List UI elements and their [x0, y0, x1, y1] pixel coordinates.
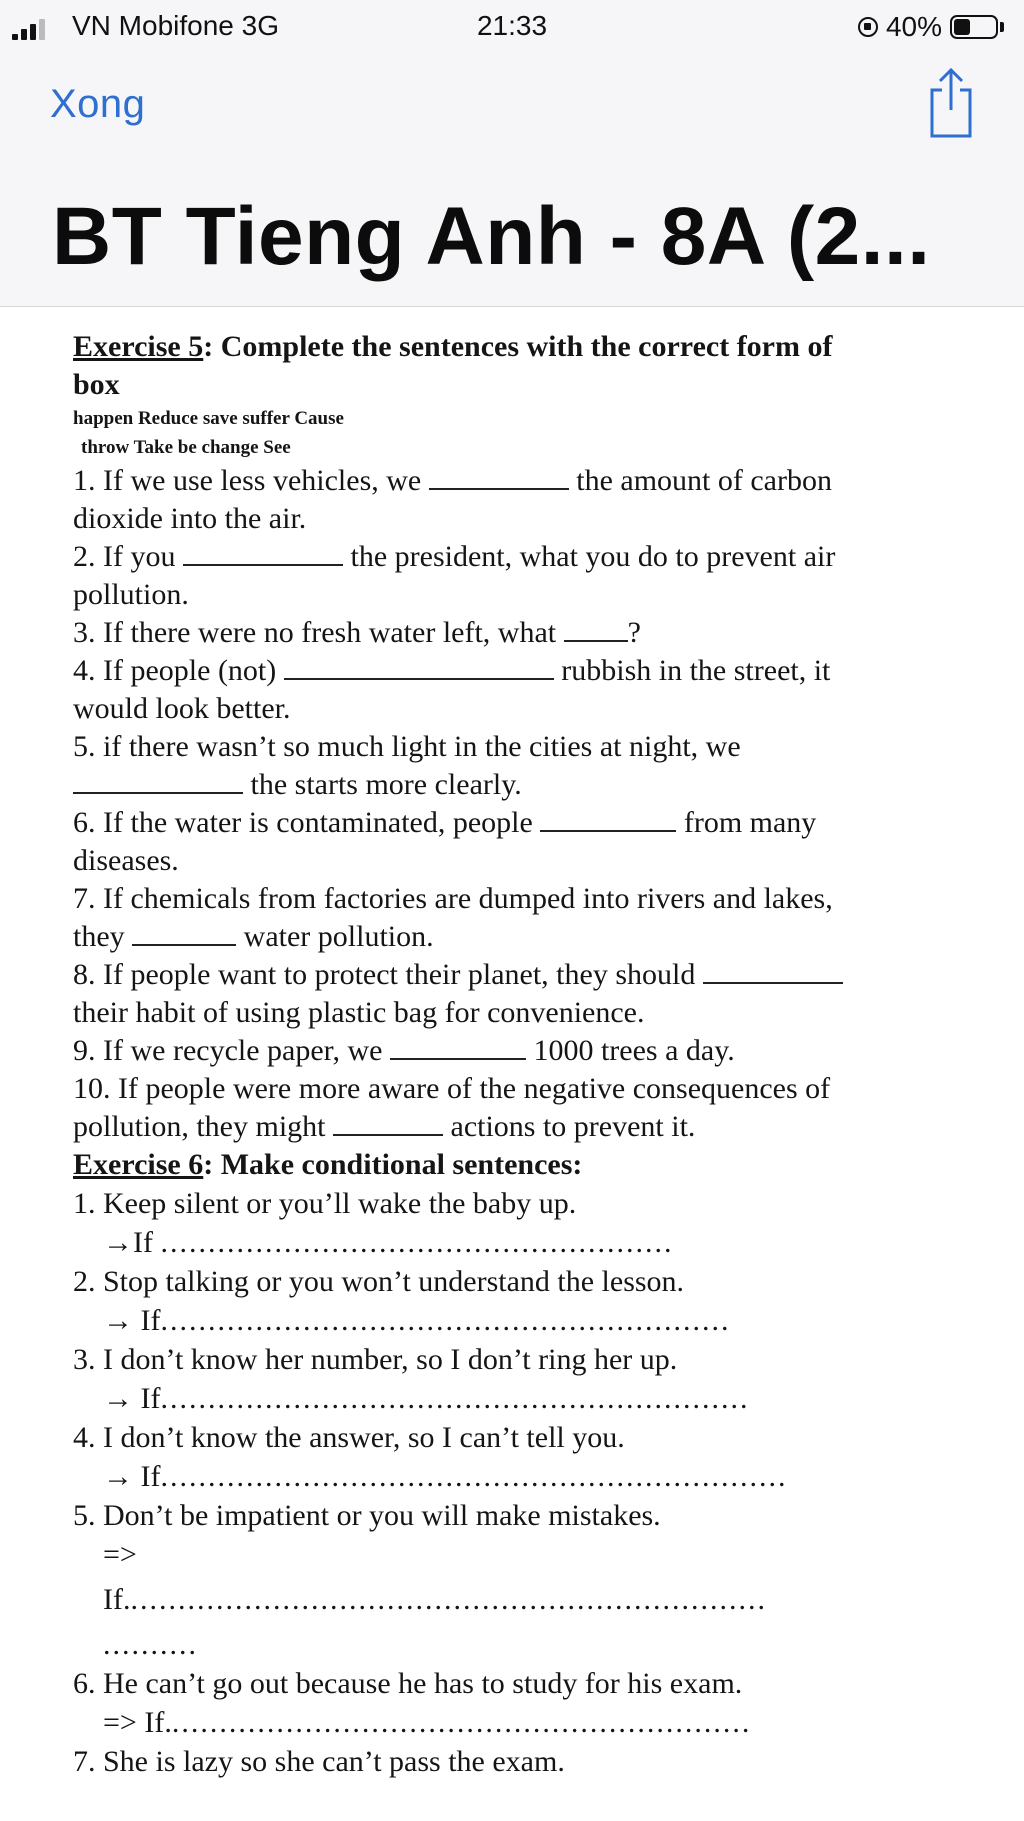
answer-line[interactable]: ...................................................................	[130, 1583, 767, 1616]
status-bar	[0, 0, 1024, 56]
clock: 21:33	[476, 10, 548, 41]
ex5-item-4: 4. If people (not) rubbish in the street, it would look better.	[73, 654, 831, 725]
exercise-6-label: Exercise 6	[73, 1148, 204, 1181]
word-box-row-2: throw Take be change See	[81, 437, 291, 458]
done-button[interactable]: Xong	[50, 82, 146, 126]
answer-blank[interactable]	[540, 804, 676, 832]
answer-blank[interactable]	[333, 1108, 443, 1136]
ex5-item-1: 1. If we use less vehicles, we the amount of carbon dioxide into the air.	[73, 464, 832, 535]
ex6-item-1: 1. Keep silent or you’ll wake the baby up. →If ......................................................	[73, 1187, 674, 1259]
share-icon[interactable]	[926, 64, 976, 140]
ex5-item-9: 9. If we recycle paper, we 1000 trees a day.	[73, 1034, 735, 1067]
battery-status	[858, 10, 1004, 44]
ex5-item-3: 3. If there were no fresh water left, what ?	[73, 616, 641, 649]
battery-percent: 40%	[885, 11, 942, 42]
ex6-item-7: 7. She is lazy so she can’t pass the exam.	[73, 1745, 565, 1778]
word-box-row-1: happen Reduce save suffer Cause	[73, 408, 344, 429]
carrier-label: VN Mobifone 3G	[72, 10, 279, 41]
answer-blank[interactable]	[132, 918, 236, 946]
document-content	[73, 328, 953, 1781]
ex5-item-6: 6. If the water is contaminated, people from many diseases.	[73, 806, 817, 877]
exercise-6-heading: Exercise 6: Make conditional sentences:	[73, 1148, 583, 1181]
ex6-item-3: 3. I don’t know her number, so I don’t ring her up. → If..............................................................	[73, 1343, 750, 1415]
answer-blank[interactable]	[564, 614, 628, 642]
answer-blank[interactable]	[183, 538, 343, 566]
battery-fill	[954, 19, 970, 35]
ex6-item-6: 6. He can’t go out because he has to study for his exam. => If..............................................................	[73, 1667, 752, 1739]
battery-icon	[950, 15, 998, 39]
ex6-item-4: 4. I don’t know the answer, so I can’t tell you. → If..................................................................	[73, 1421, 788, 1493]
exercise-5-label: Exercise 5	[73, 330, 204, 363]
answer-line-continued[interactable]: ..........	[103, 1628, 198, 1661]
answer-line[interactable]: ..............................................................	[160, 1382, 750, 1415]
rotation-lock-icon	[858, 17, 878, 37]
answer-blank[interactable]	[703, 956, 843, 984]
top-bar	[0, 0, 1024, 307]
ex5-item-5: 5. if there wasn’t so much light in the cities at night, we the starts more clearly.	[73, 730, 741, 801]
ex5-item-10: 10. If people were more aware of the negative consequences of pollution, they might actions to prevent it.	[73, 1072, 831, 1143]
answer-blank[interactable]	[73, 766, 243, 794]
answer-line[interactable]: ..................................................................	[160, 1460, 788, 1493]
answer-blank[interactable]	[284, 652, 554, 680]
ex5-item-2: 2. If you the president, what you do to prevent air pollution.	[73, 540, 836, 611]
answer-blank[interactable]	[429, 462, 569, 490]
ex6-item-2: 2. Stop talking or you won’t understand the lesson. → If............................................................	[73, 1265, 731, 1337]
answer-line[interactable]: .............................................................	[171, 1706, 752, 1739]
answer-blank[interactable]	[390, 1032, 526, 1060]
ex5-item-8: 8. If people want to protect their planet, they should their habit of using plastic bag for convenience.	[73, 956, 953, 1032]
exercise-5-heading-line2: box	[73, 368, 120, 401]
document-title: BT Tieng Anh - 8A (2...	[52, 191, 931, 282]
ex6-item-5: 5. Don’t be impatient or you will make mistakes. => If.................................................................... ..........	[73, 1499, 767, 1661]
ex5-item-7: 7. If chemicals from factories are dumped into rivers and lakes, they water pollution.	[73, 882, 833, 953]
answer-line[interactable]: ......................................................	[160, 1226, 674, 1259]
exercise-5-heading: Exercise 5: Complete the sentences with the correct form of	[73, 330, 833, 363]
answer-line[interactable]: ............................................................	[160, 1304, 731, 1337]
battery-cap	[1000, 22, 1004, 32]
